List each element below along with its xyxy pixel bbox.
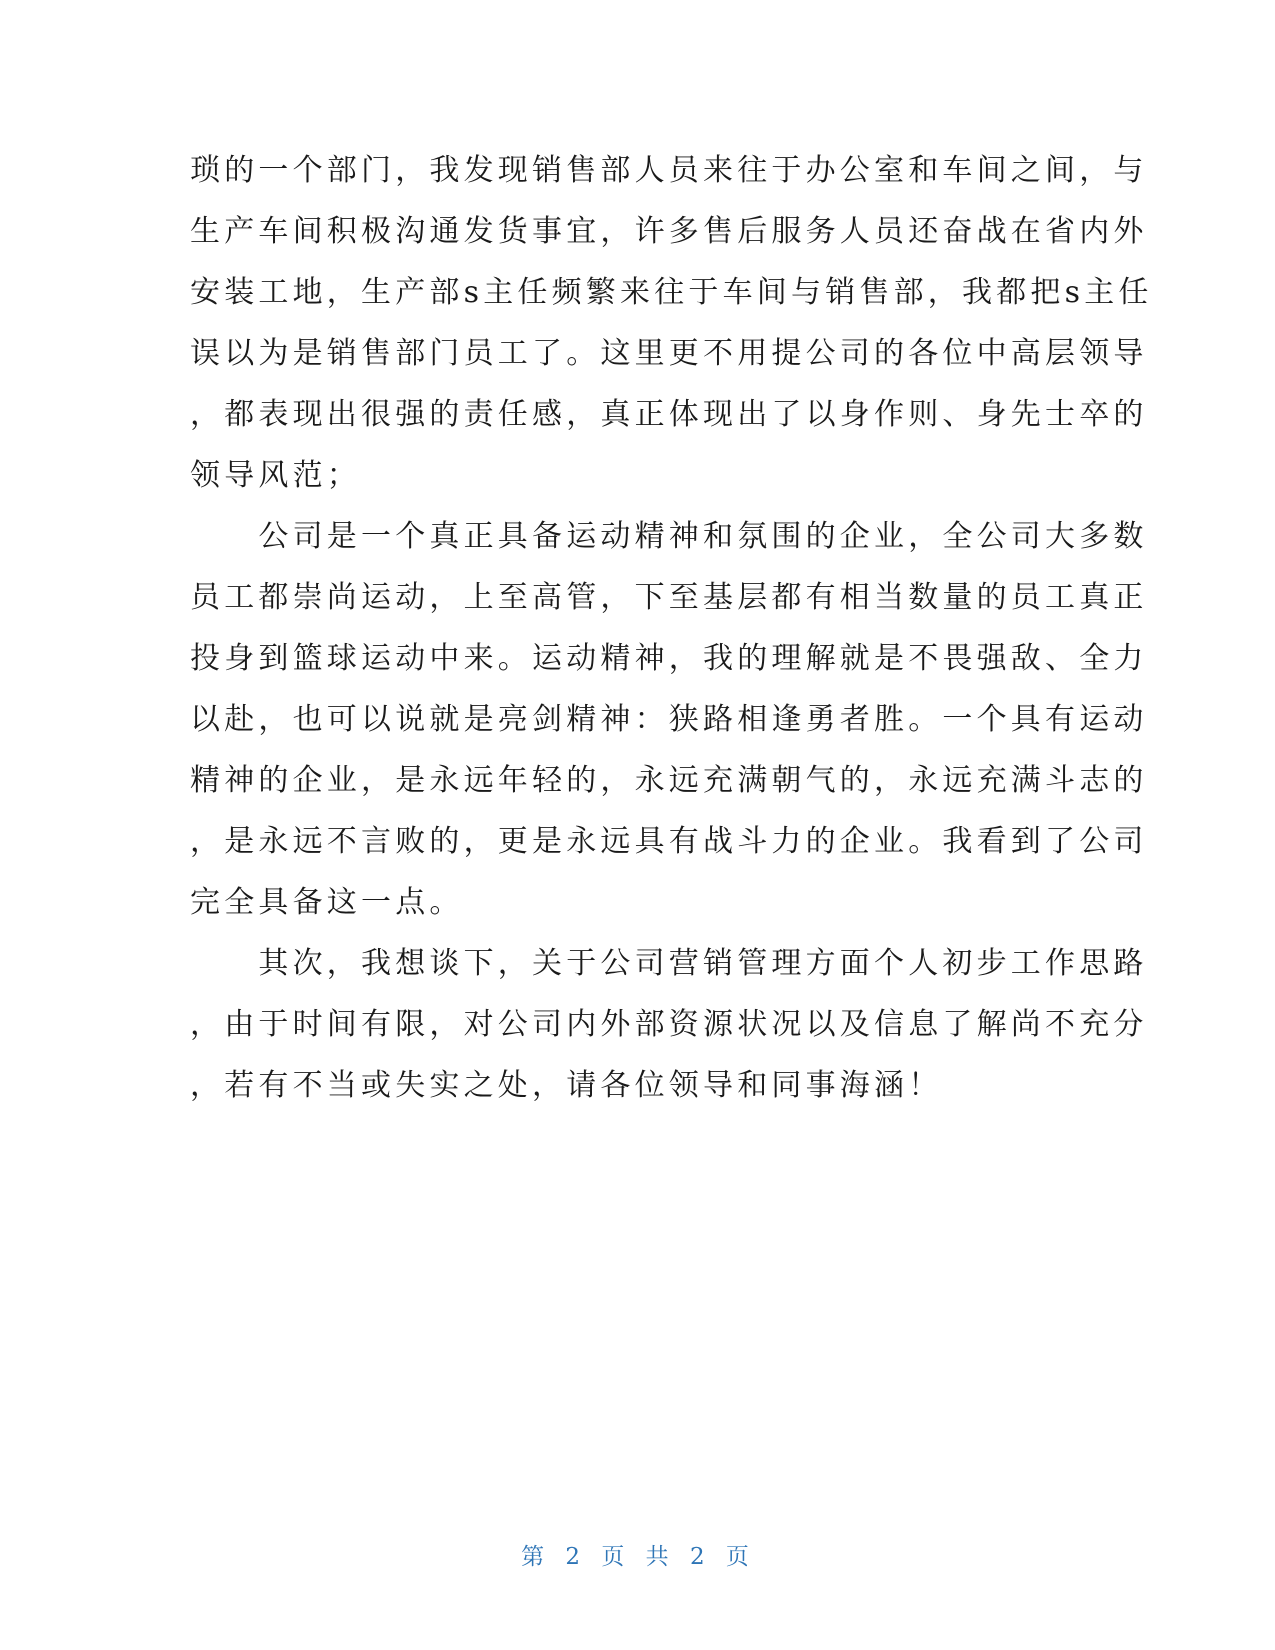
- text-line: 公司是一个真正具备运动精神和氛围的企业，全公司大多数: [190, 519, 1148, 554]
- page-word: 页: [601, 1544, 630, 1570]
- total-word: 页: [725, 1544, 754, 1570]
- text-line: 其次，我想谈下，关于公司营销管理方面个人初步工作思路: [190, 946, 1148, 981]
- text-line: 领导风范；: [190, 458, 361, 493]
- page-prefix: 第: [521, 1544, 550, 1570]
- text-line: 琐的一个部门，我发现销售部人员来往于办公室和车间之间，与: [190, 153, 1148, 188]
- text-line: 精神的企业，是永远年轻的，永远充满朝气的，永远充满斗志的: [190, 763, 1148, 798]
- text-line: 员工都崇尚运动，上至高管，下至基层都有相当数量的员工真正: [190, 580, 1148, 615]
- body-text: [190, 140, 1153, 1116]
- text-line: 生产车间积极沟通发货事宜，许多售后服务人员还奋战在省内外: [190, 214, 1148, 249]
- text-line: 以赴，也可以说就是亮剑精神：狭路相逢勇者胜。一个具有运动: [190, 702, 1148, 737]
- total-page-number: 2: [689, 1544, 710, 1570]
- current-page-number: 2: [565, 1544, 586, 1570]
- total-prefix: 共: [645, 1544, 674, 1570]
- text-line: ，是永远不言败的，更是永远具有战斗力的企业。我看到了公司: [190, 824, 1148, 859]
- text-line: ，都表现出很强的责任感，真正体现出了以身作则、身先士卒的: [190, 397, 1148, 432]
- text-line: 完全具备这一点。: [190, 885, 464, 920]
- text-line: 安装工地，生产部s主任频繁来往于车间与销售部，我都把s主任: [190, 275, 1153, 310]
- text-line: 投身到篮球运动中来。运动精神，我的理解就是不畏强敌、全力: [190, 641, 1148, 676]
- text-line: ，由于时间有限，对公司内外部资源状况以及信息了解尚不充分: [190, 1007, 1148, 1042]
- text-line: 误以为是销售部门员工了。这里更不用提公司的各位中高层领导: [190, 336, 1148, 371]
- page-footer: [0, 1538, 1275, 1571]
- text-line: ，若有不当或失实之处，请各位领导和同事海涵！: [190, 1068, 943, 1103]
